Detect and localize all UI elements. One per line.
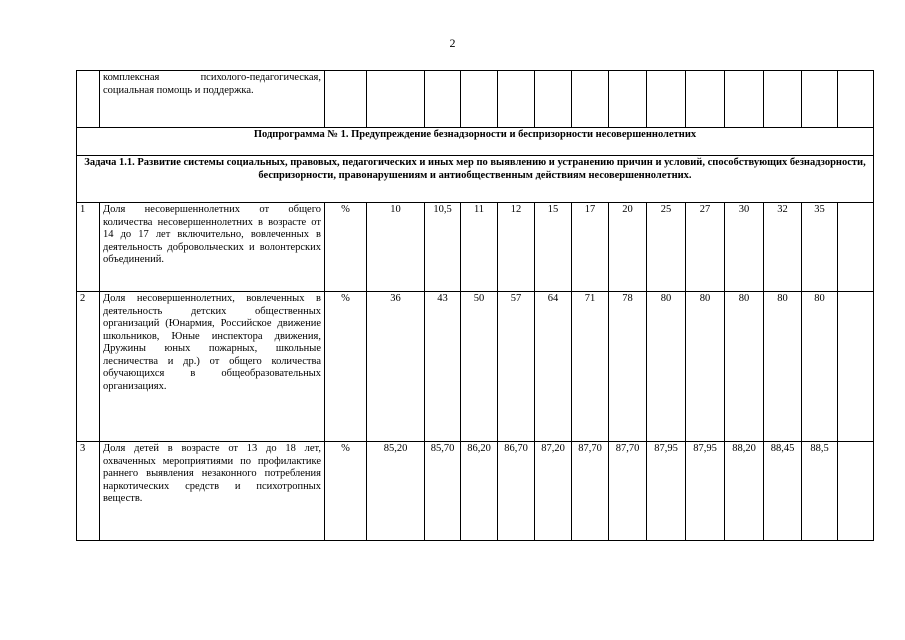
row-value: 15 <box>535 203 572 292</box>
row-value <box>764 71 802 128</box>
page-number: 2 <box>449 36 456 50</box>
row-value: 87,95 <box>647 442 686 541</box>
row-value: 30 <box>725 203 764 292</box>
row-unit: % <box>325 203 367 292</box>
row-value: 10,5 <box>425 203 461 292</box>
row-value: 32 <box>764 203 802 292</box>
row-value <box>725 71 764 128</box>
table-row-continuation <box>77 71 874 128</box>
row-value: 25 <box>647 203 686 292</box>
subprogram-row <box>77 128 874 156</box>
row-number: 3 <box>77 442 100 541</box>
row-value <box>461 71 498 128</box>
row-value: 43 <box>425 292 461 442</box>
indicators-table <box>76 70 874 541</box>
row-value: 11 <box>461 203 498 292</box>
table-row <box>77 292 874 442</box>
row-unit: % <box>325 292 367 442</box>
row-value: 80 <box>802 292 838 442</box>
row-number: 2 <box>77 292 100 442</box>
subprogram-title: Подпрограмма № 1. Предупреждение безнадзорности и беспризорности несовершеннолетних <box>77 128 874 156</box>
row-value <box>572 71 609 128</box>
row-description: комплексная психолого-педагогическая, социальная помощь и поддержка. <box>100 71 325 128</box>
row-description: Доля несовершеннолетних, вовлеченных в деятельность детских общественных организаций (Юнармия, Российское движение школьников, Юные инспектора движения, Дружины юных пожарных, школьные лесничества и др.) от общего количества обучающихся в общеобразовательных организациях. <box>100 292 325 442</box>
row-value: 88,45 <box>764 442 802 541</box>
row-unit <box>325 71 367 128</box>
row-value: 20 <box>609 203 647 292</box>
row-description: Доля детей в возрасте от 13 до 18 лет, охваченных мероприятиями по профилактике раннего выявления незаконного потребления наркотических средств и психотропных веществ. <box>100 442 325 541</box>
row-value <box>802 71 838 128</box>
row-value: 86,70 <box>498 442 535 541</box>
row-value <box>425 71 461 128</box>
row-value: 80 <box>725 292 764 442</box>
row-number <box>77 71 100 128</box>
row-value <box>609 71 647 128</box>
table-row <box>77 203 874 292</box>
row-unit: % <box>325 442 367 541</box>
row-value: 88,5 <box>802 442 838 541</box>
row-value: 87,95 <box>686 442 725 541</box>
row-value: 87,70 <box>609 442 647 541</box>
row-number: 1 <box>77 203 100 292</box>
row-value <box>838 442 874 541</box>
row-value: 88,20 <box>725 442 764 541</box>
row-value <box>535 71 572 128</box>
row-value: 86,20 <box>461 442 498 541</box>
row-value: 27 <box>686 203 725 292</box>
row-value: 10 <box>367 203 425 292</box>
row-value: 78 <box>609 292 647 442</box>
row-value <box>686 71 725 128</box>
row-value <box>498 71 535 128</box>
row-value: 36 <box>367 292 425 442</box>
row-value: 85,20 <box>367 442 425 541</box>
task-row <box>77 156 874 203</box>
row-value <box>838 71 874 128</box>
row-value <box>838 203 874 292</box>
table-row <box>77 442 874 541</box>
row-value <box>367 71 425 128</box>
row-value <box>838 292 874 442</box>
row-value <box>647 71 686 128</box>
task-title: Задача 1.1. Развитие системы социальных, правовых, педагогических и иных мер по выявлению и устранению причин и условий, способствующих безнадзорности, беспризорности, правонарушениям и антиобщественным действиям несовершеннолетних. <box>77 156 874 203</box>
row-value: 71 <box>572 292 609 442</box>
row-value: 85,70 <box>425 442 461 541</box>
row-value: 35 <box>802 203 838 292</box>
row-value: 80 <box>686 292 725 442</box>
row-value: 12 <box>498 203 535 292</box>
row-value: 50 <box>461 292 498 442</box>
row-value: 64 <box>535 292 572 442</box>
row-value: 80 <box>647 292 686 442</box>
row-description: Доля несовершеннолетних от общего количества несовершеннолетних в возрасте от 14 до 17 лет включительно, вовлеченных в деятельность добровольческих и волонтерских объединений. <box>100 203 325 292</box>
row-value: 57 <box>498 292 535 442</box>
row-value: 87,70 <box>572 442 609 541</box>
row-value: 80 <box>764 292 802 442</box>
row-value: 17 <box>572 203 609 292</box>
row-value: 87,20 <box>535 442 572 541</box>
